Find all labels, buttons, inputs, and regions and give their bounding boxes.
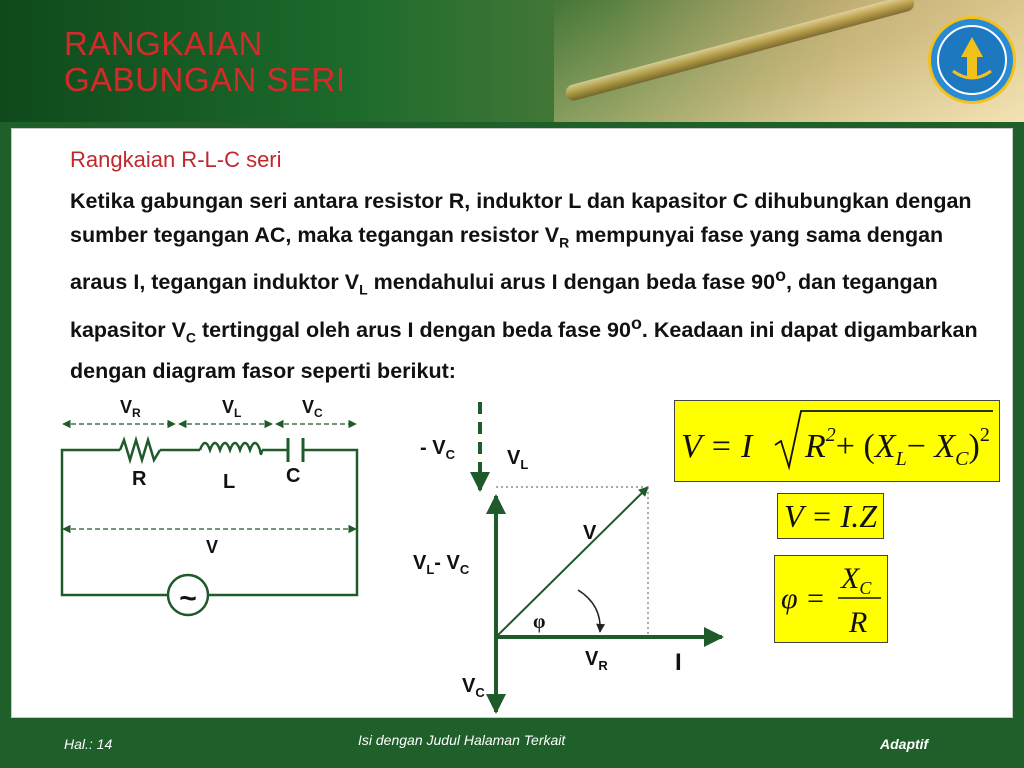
v-phasor-label: V — [583, 522, 597, 544]
phi-arc — [578, 590, 600, 632]
section-subtitle: Rangkaian R-L-C seri — [70, 147, 282, 172]
subscript: L — [359, 281, 368, 298]
formula-lhs: V = I — [681, 428, 753, 465]
circuit-diagram — [62, 424, 357, 615]
inductor-symbol — [200, 443, 262, 454]
vr-phasor-label: $V_R$ — [585, 648, 608, 673]
paragraph-text: tertinggal oleh arus I dengan beda fase 90 — [196, 318, 631, 343]
neg-vc-label: - $V_C$ — [420, 437, 455, 462]
vc-label: $V_C$ — [302, 397, 323, 420]
phase-formula-denominator: R — [849, 606, 868, 639]
paragraph-text: mempunyai fase yang sama dengan araus I, tegangan induktor V — [70, 222, 944, 295]
vl-phasor-label: $V_L$ — [507, 447, 529, 472]
subscript: C — [185, 329, 197, 346]
subscript: R — [559, 233, 570, 250]
circuit-wire — [62, 450, 168, 595]
paragraph-text: . Keadaan ini dapat digambarkan dengan diagram fasor seperti berikut: — [70, 318, 978, 384]
c-label: C — [286, 465, 301, 487]
ac-source-symbol: ~ — [179, 582, 197, 615]
ohm-law-formula: V = I.Z — [777, 493, 884, 539]
slide-title-line: RANGKAIAN — [64, 25, 263, 62]
phase-formula-numerator: $X_C$ — [841, 562, 872, 598]
vr-label: $V_R$ — [120, 397, 141, 420]
degree-superscript: o — [630, 313, 642, 334]
footer-title: Isi dengan Judul Halaman Terkait — [358, 732, 566, 748]
phi-label: φ — [533, 611, 546, 633]
v-label: V — [206, 537, 219, 557]
resistor-symbol — [120, 440, 160, 460]
formula-v-sqrt — [675, 401, 999, 481]
formula-sqrt-body: $R^2+ (X_L- X_C)^2$ — [805, 424, 990, 470]
paragraph-text: , dan tegangan kapasitor V — [70, 270, 938, 343]
slide-title-line: GABUNGAN SERI — [64, 61, 346, 98]
paragraph-text: mendahului arus I dengan beda fase 90 — [367, 270, 776, 295]
phase-formula-lhs: φ = — [781, 582, 826, 615]
paragraph-text: Ketika gabungan seri antara resistor R, induktor L dan kapasitor C dihubungkan dengan sumber tegangan AC, maka tegangan resistor V — [70, 189, 972, 247]
vl-minus-vc-label: $V_L-$ $V_C$ — [413, 552, 470, 577]
phase-angle-formula — [774, 555, 888, 643]
page-number: Hal.: 14 — [64, 736, 113, 752]
current-label: I — [675, 649, 682, 676]
vl-label: $V_L$ — [222, 397, 242, 420]
impedance-voltage-formula — [674, 400, 1000, 482]
resultant-v-arrow — [496, 487, 648, 637]
r-label: R — [132, 468, 147, 490]
l-label: L — [223, 471, 236, 493]
footer-brand: Adaptif — [880, 736, 929, 752]
vc-phasor-label: $V_C$ — [462, 675, 485, 700]
degree-superscript: o — [775, 265, 787, 286]
